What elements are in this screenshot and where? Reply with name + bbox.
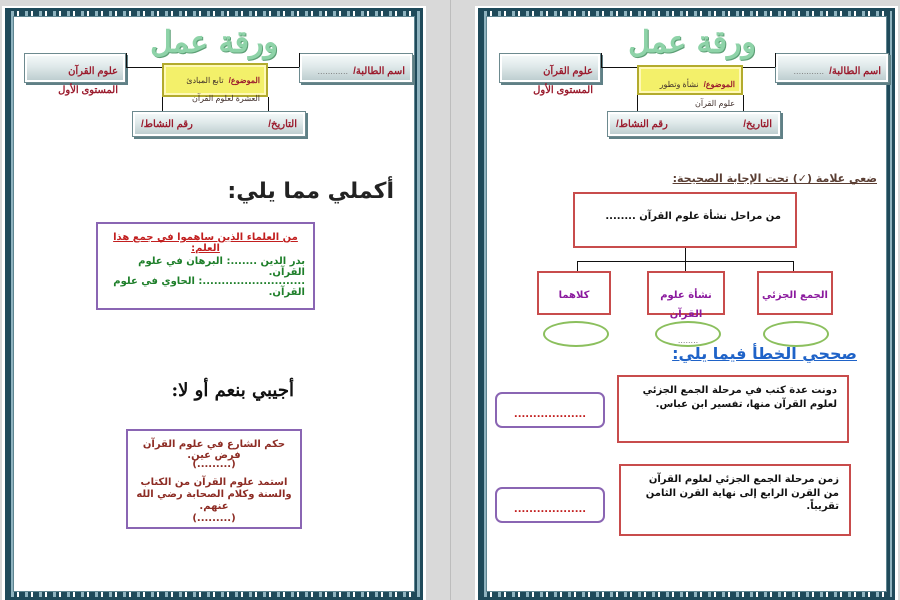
topic-value: نشأة وتطور علوم القرآن (659, 80, 735, 108)
student-dots: ............ (317, 67, 349, 76)
connector-line (743, 95, 744, 111)
connector-line (743, 67, 775, 68)
student-name-box (775, 53, 889, 83)
option-box-1[interactable] (757, 271, 833, 315)
connector-line (126, 53, 127, 67)
left-paper (2, 6, 426, 600)
option-box-2[interactable] (647, 271, 725, 320)
yes-no-a2: (.........) (192, 513, 236, 524)
statement-box-1 (617, 375, 849, 443)
completion-line-1: بدر الدين .......: البرهان في علوم القرآن. (138, 256, 305, 278)
left-content (14, 17, 414, 591)
student-dots: ............ (793, 67, 825, 76)
connector-line (268, 97, 269, 111)
completion-line-2: ...........................: الحاوي في علوم القرآن. (113, 276, 305, 298)
worksheet-title: ورقة عمل (150, 25, 278, 60)
option-label: كلاهما (558, 290, 590, 301)
right-content (487, 17, 886, 591)
subject-label: علوم القرآن المستوى الأول (533, 66, 593, 96)
question-box (573, 192, 797, 248)
student-name-box (299, 53, 413, 83)
activity-label: رقم النشاط/ (141, 118, 193, 130)
answer-box-2[interactable] (495, 487, 605, 523)
date-box (607, 111, 781, 137)
answer-oval-dots: ........ (677, 336, 699, 345)
topic-value: تابع المبادئ العشرة لعلوم القرآن (186, 76, 260, 103)
connector-line (577, 261, 578, 271)
right-frame (478, 8, 895, 600)
option-label: نشأة علوم القرآن (660, 290, 712, 320)
yes-no-box (126, 429, 302, 529)
connector-line (601, 53, 602, 67)
date-label: التاريخ/ (268, 118, 297, 130)
right-page (450, 0, 900, 600)
topic-box (637, 65, 743, 108)
student-label: اسم الطالبة/ (353, 66, 405, 77)
left-frame-inner (13, 16, 415, 592)
question-text: من مراحل نشأة علوم القرآن ........ (605, 211, 781, 222)
section-title-yes-no: أجيبي بنعم أو لا: (171, 380, 294, 401)
student-label: اسم الطالبة/ (829, 66, 881, 77)
answer-oval-3[interactable] (543, 321, 609, 347)
connector-line (685, 248, 686, 261)
subject-box (499, 53, 601, 96)
date-box (132, 111, 306, 137)
worksheet-title: ورقة عمل (628, 25, 756, 60)
option-label: الجمع الجزئي (762, 290, 828, 301)
connector-line (126, 67, 162, 68)
connector-line (685, 261, 686, 271)
connector-line (775, 53, 776, 67)
connector-line (268, 67, 299, 68)
yes-no-q1: حكم الشارع في علوم القرآن فرض عين. (142, 439, 286, 461)
subject-box (24, 53, 126, 96)
date-label: التاريخ/ (743, 118, 772, 130)
topic-box (162, 63, 268, 103)
yes-no-a1: (.........) (192, 459, 236, 470)
option-box-3[interactable] (537, 271, 611, 315)
topic-label: الموضوع/ (703, 80, 735, 89)
left-frame (5, 8, 423, 600)
right-frame-inner (486, 16, 887, 592)
connector-line (162, 97, 163, 111)
statement-text-1: دونت عدة كتب في مرحلة الجمع الجزئي لعلوم القرآن منها، تفسير ابن عباس. (642, 385, 837, 410)
right-paper (475, 6, 898, 600)
connector-line (601, 67, 637, 68)
topic-label: الموضوع/ (228, 76, 260, 85)
instruction-text: ضعي علامة (✓) تحت الإجابة الصحيحة: (672, 172, 877, 185)
answer-box-1[interactable] (495, 392, 605, 428)
section-title: أكملي مما يلي: (227, 179, 394, 204)
connector-line (299, 53, 300, 67)
correct-errors-title: صححي الخطأ فيما يلي: (672, 344, 857, 363)
answer-dots-2: ................... (513, 504, 587, 515)
answer-dots-1: ................... (513, 409, 587, 420)
statement-text-2: زمن مرحلة الجمع الجزئي لعلوم القرآن من القرن الرابع إلى نهاية القرن الثامن تقريباً. (645, 474, 839, 512)
connector-line (637, 95, 638, 111)
completion-heading: من العلماء الذين ساهموا في جمع هذا العلم: (113, 232, 298, 254)
activity-label: رقم النشاط/ (616, 118, 668, 130)
completion-box (96, 222, 315, 310)
subject-label: علوم القرآن المستوى الأول (58, 66, 118, 96)
statement-box-2 (619, 464, 851, 536)
connector-line (793, 261, 794, 271)
yes-no-q2: استمد علوم القرآن من الكتاب والسنة وكلام الصحابة رضي الله عنهم. (136, 477, 292, 512)
